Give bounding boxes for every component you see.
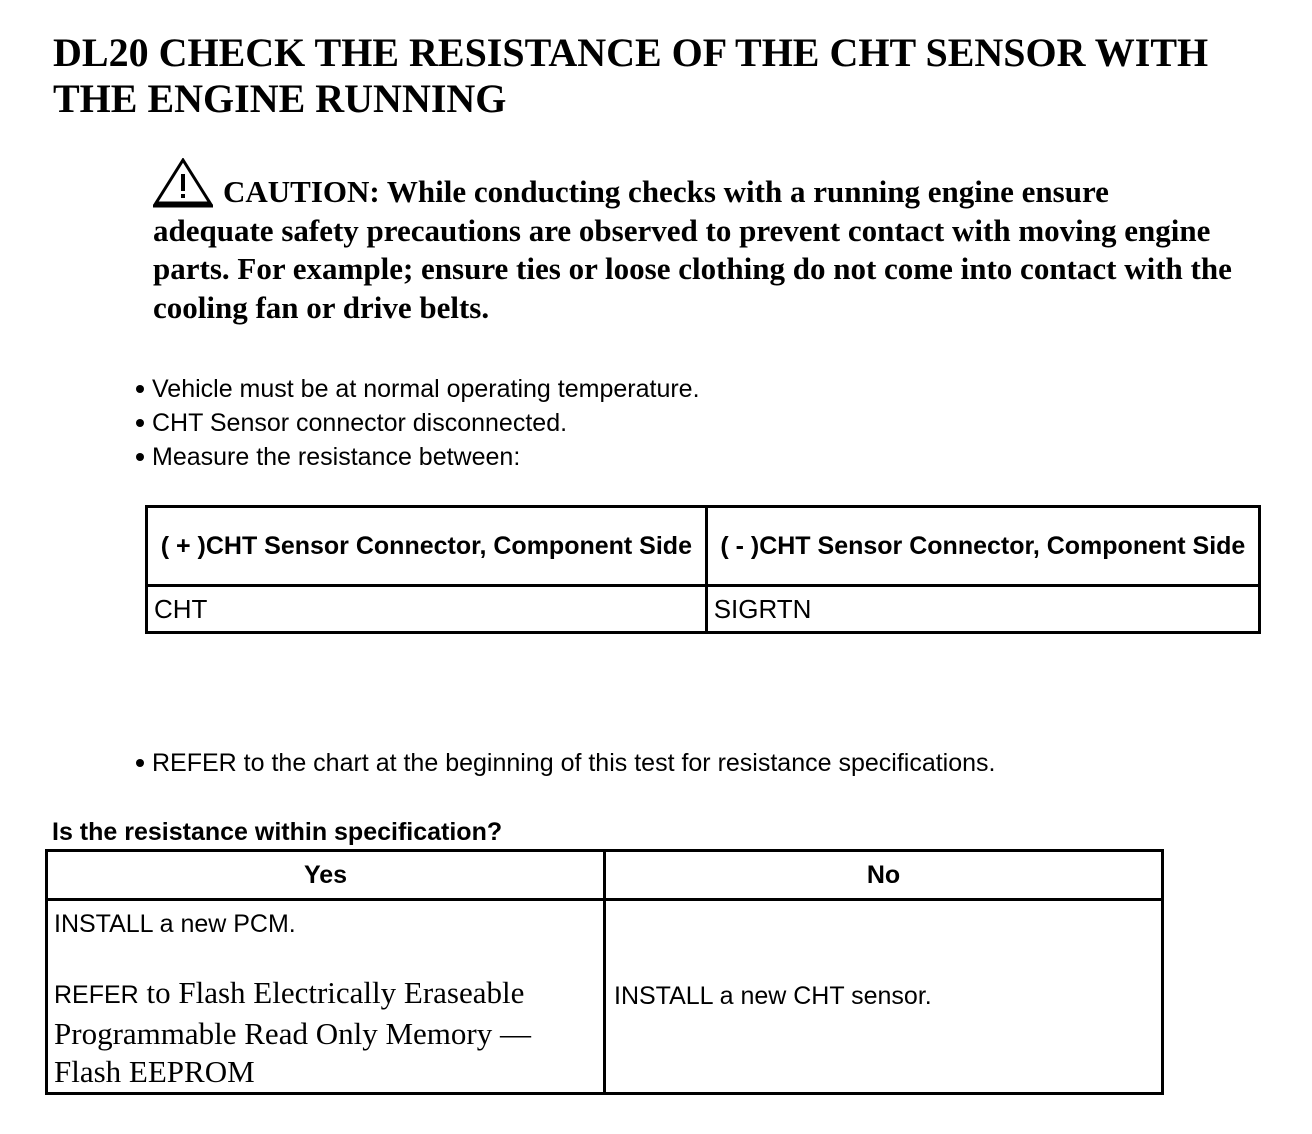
no-cell: INSTALL a new CHT sensor. bbox=[605, 900, 1163, 1094]
yes-header: Yes bbox=[47, 851, 605, 900]
list-item: CHT Sensor connector disconnected. bbox=[136, 406, 700, 440]
table-header-row bbox=[47, 851, 1163, 900]
warning-triangle-icon bbox=[153, 158, 213, 208]
table-row bbox=[147, 586, 1260, 633]
refer-step: REFER to the chart at the beginning of this test for resistance specifications. bbox=[136, 746, 995, 780]
yes-action: INSTALL a new PCM. bbox=[54, 910, 296, 938]
table-row bbox=[47, 900, 1163, 1094]
column-header: ( - )CHT Sensor Connector, Component Side bbox=[706, 507, 1259, 586]
table-cell: CHT bbox=[147, 586, 707, 633]
bullet-icon bbox=[136, 419, 144, 427]
no-header: No bbox=[605, 851, 1163, 900]
refer-link[interactable]: to Flash Electrically Eraseable Programmable Read Only Memory — Flash EEPROM bbox=[54, 975, 531, 1089]
table-cell: SIGRTN bbox=[706, 586, 1259, 633]
yes-cell bbox=[47, 900, 605, 1094]
page-title: DL20 CHECK THE RESISTANCE OF THE CHT SENSOR WITH THE ENGINE RUNNING bbox=[53, 30, 1209, 121]
table-header-row bbox=[147, 507, 1260, 586]
list-item: Vehicle must be at normal operating temperature. bbox=[136, 372, 700, 406]
bullet-icon bbox=[136, 385, 144, 393]
bullet-icon bbox=[136, 453, 144, 461]
yes-refer: REFER to Flash Electrically Eraseable Programmable Read Only Memory — Flash EEPROM bbox=[54, 975, 531, 1089]
list-item: Measure the resistance between: bbox=[136, 440, 700, 474]
caution-text: CAUTION: While conducting checks with a running engine ensure adequate safety precautions are observed to prevent contact with moving engine parts. For example; ensure ties or loose clothing do not come into contact with the cooling fan or drive belts. bbox=[153, 174, 1232, 325]
bullet-icon bbox=[136, 759, 144, 767]
step-list bbox=[136, 372, 700, 474]
caution-note bbox=[153, 158, 1233, 327]
question-heading: Is the resistance within specification? bbox=[52, 818, 503, 846]
column-header: ( + )CHT Sensor Connector, Component Side bbox=[147, 507, 707, 586]
connector-table bbox=[145, 505, 1261, 634]
answer-table bbox=[45, 849, 1164, 1095]
